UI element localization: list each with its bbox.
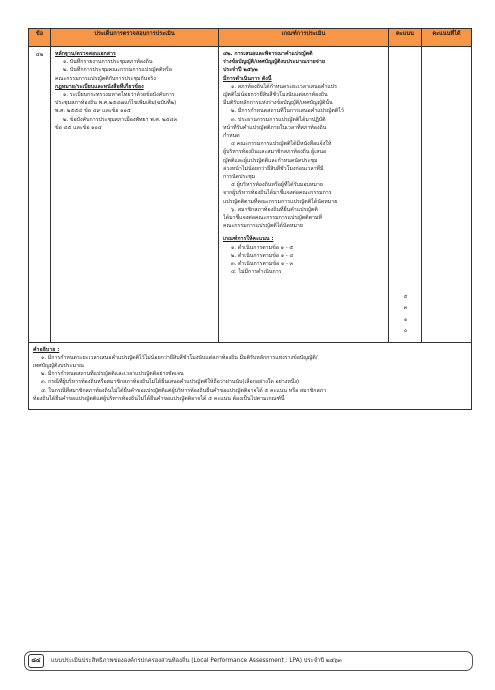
header-check-issue: ประเด็นการตรวจสอบการประเมิน (51, 29, 219, 47)
scoring-item: ๔. ไม่มีการดำเนินการ (231, 269, 282, 276)
score-value: ๕ (403, 294, 408, 300)
explanation-line: ๓. กรณีที่ผู้บริหารท้องถิ่นหรือสมาชิกสภาท้องถิ่นไม่ได้ยื่นเสนอคำแปรญัตติให้ถือว่าผ่านนับ(เลือกอย่างใด อย่างหนึ่ง) (41, 379, 300, 386)
scoring-item: ๑. ดำเนินการตามข้อ ๑ - ๕ (231, 244, 294, 251)
score-value: ๓ (403, 305, 408, 312)
explanation-cell (29, 342, 472, 409)
item-number: ๔๒ (29, 47, 51, 343)
assessment-page (28, 28, 471, 410)
criteria-title: ประจำปี ๒๕๖๒ (223, 67, 258, 74)
criteria-line: ๕ ผู้บริหารท้องถิ่นหรือผู้ที่ได้รับมอบหมาย (231, 182, 323, 189)
header-criteria: เกณฑ์การประเมิน (219, 29, 389, 47)
scoring-heading: เกณฑ์การให้คะแนน : (223, 236, 274, 243)
criteria-title: ร่างข้อบัญญัติ/เทศบัญญัติงบประมาณรายจ่าย (223, 59, 325, 66)
header-no: ข้อ (29, 29, 51, 47)
law-line: ประชุมสภาท้องถิ่น พ.ศ.๒๕๔๗แก้ไขเพิ่มเติม(ฉบับที่๒) (55, 100, 177, 107)
criteria-line: จากผู้บริหารท้องถิ่นได้มาชี้แจงต่อคณะกรรมการ (223, 190, 332, 197)
criteria-line: ๑. สภาท้องถิ่นได้กำหนดระยะเวลาเสนอคำแปร (231, 83, 337, 90)
explanation-line: ท้องถิ่นได้ยื่นคำขอแปรญัตติแต่ผู้บริหารท้องถิ่นไม่ได้ยื่นคำขอแปรญัตติอาจได้ ๕ คะแนน ต้องเป็นไปตามเกณฑ์นี้ (33, 395, 285, 402)
law-line: พ.ศ. ๒๕๕๔ ข้อ ๔๙ และข้อ ๑๑๕ (55, 108, 131, 115)
criteria-line: ๓. ประธานกรรมการแปรญัตติได้มาปฏิบัติ (231, 116, 326, 123)
page-number: ๘๔ (28, 654, 44, 668)
criteria-table (28, 28, 472, 410)
scoring-item: ๓. ดำเนินการตามข้อ ๑ - ๓ (231, 261, 294, 268)
criteria-line: ล่วงหน้าไม่น้อยกว่ายี่สิบสี่ชั่วโมงก่อนเวลาที่มี (223, 165, 324, 172)
score-obtained-cell[interactable] (422, 47, 472, 343)
law-line: ๒. ข้อบังคับการประชุมสภาเมืองพัทยา พ.ศ. ๒๕๔๓ (63, 116, 178, 123)
explanation-line: ๑. มีการกำหนดระยะเวลาเสนอคำแปรญัตติไว้ไม่น้อยกว่ายี่สิบสี่ชั่วโมงนับแต่สภาท้องถิ่น มีมติรับหลักการแห่งร่างข้อบัญญัติ/ (41, 354, 318, 361)
score-cell (389, 47, 422, 343)
explanation-line: ๒. มีการกำหนดสถานที่แปรญัตติและเวลาแปรญัตติอย่างชัดเจน (41, 371, 184, 378)
criteria-line: ผู้บริหารท้องถิ่นและสมาชิกสภาท้องถิ่น ผู้เสนอ (223, 149, 327, 156)
score-value: ๑ (403, 316, 408, 323)
criteria-cell (219, 47, 389, 343)
criteria-line: มีมติรับหลักการแห่งร่างข้อบัญญัติ/เทศบัญญัตินั้น (223, 100, 333, 107)
criteria-line: คณะกรรมการแปรญัตติได้นัดหมาย (223, 223, 303, 230)
law-line: ๑. ระเบียบกระทรวงมหาดไทยว่าด้วยข้อบังคับการ (63, 92, 175, 99)
criteria-line: ๖. สมาชิกสภาท้องถิ่นที่ยื่นคำแปรญัตติ (231, 206, 318, 213)
page-footer (24, 651, 473, 671)
score-value: ๐ (403, 328, 408, 335)
explanation-line: ๔. ในกรณีที่สมาชิกสภาท้องถิ่นไม่ได้ยื่นคำขอแปรญัตติแต่ผู้บริหารท้องถิ่นยื่นคำขอแปรญัตติอาจได้ ๕ คะแนน หรือ สมาชิกสภา (41, 387, 327, 394)
criteria-line: ๒. มีการกำหนดสถานที่ในการเสนอคำแปรญัตติไว้ (231, 108, 344, 115)
header-score-obtained: คะแนนที่ได้ (422, 29, 472, 47)
table-row (29, 47, 472, 343)
law-line: ข้อ ๔๕ และข้อ ๑๐๔ (55, 124, 102, 131)
criteria-line: ได้มาชี้แจงต่อคณะกรรมการแปรญัตติตามที่ (223, 215, 323, 222)
explanation-row (29, 342, 472, 409)
law-heading: กฎหมาย/ระเบียบและหนังสือที่เกี่ยวข้อง (55, 83, 144, 90)
scoring-item: ๒. ดำเนินการตามข้อ ๑ - ๔ (231, 252, 294, 259)
evidence-line: ๒. บันทึกการประชุมคณะกรรมการแปรญัตติหรือ (63, 67, 172, 74)
evidence-line: คณะกรรมการแปรญัตติกับการประชุมกันจริง (55, 75, 156, 82)
header-score: คะแนน (389, 29, 422, 47)
footer-title: แบบประเมินประสิทธิภาพขององค์กรปกครองส่วนท้องถิ่น (Local Performance Assessment : LPA) ประจำปี ๒๕๖๓ (51, 658, 342, 664)
explanation-line: เทศบัญญัติงบประมาณ (33, 363, 84, 370)
explanation-heading: คำอธิบาย : (33, 346, 60, 353)
check-issue-cell (51, 47, 219, 343)
criteria-line: แปรญัตติตามที่คณะกรรมการแปรญัตติได้นัดหมาย (223, 198, 338, 205)
evidence-heading: หลักฐาน/ตรวจสอบเอกสาร (55, 51, 116, 57)
actions-heading: มีการดำเนินการ ดังนี้ (223, 75, 272, 82)
criteria-line: ญัตติไม่น้อยกว่ายี่สิบสี่ชั่วโมงนับแต่สภาท้องถิ่น (223, 92, 328, 99)
evidence-line: ๑. บันทึกรายงานการประชุมสภาท้องถิ่น (63, 59, 153, 66)
criteria-line: การนัดประชุม (223, 174, 256, 181)
criteria-line: หน้าที่รับคำแปรญัตติภายในเวลาที่สภาท้องถิ่น (223, 124, 327, 131)
criteria-title: ๔๒. การเสนอและพิจารณาคำแปรญัตติ (223, 51, 313, 57)
table-header-row (29, 29, 472, 47)
criteria-line: กำหนด (223, 133, 240, 140)
criteria-line: ญัตติและผู้แปรญัตติและกำหนดนัดประชุม (223, 157, 318, 164)
criteria-line: ๔ คณะกรรมการแปรญัตติได้มีหนังสือแจ้งให้ (231, 141, 332, 148)
